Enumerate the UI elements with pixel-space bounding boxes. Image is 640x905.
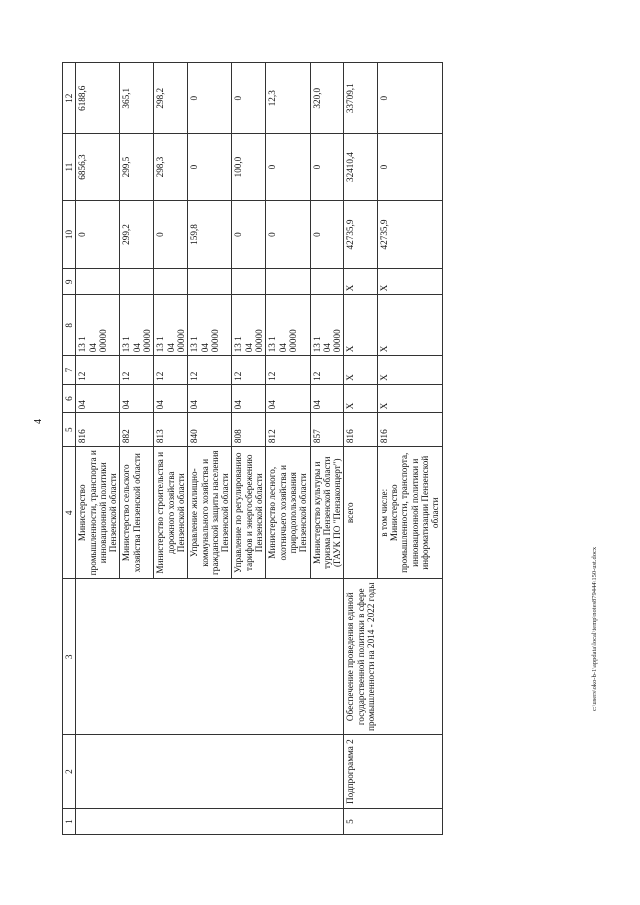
table-row [188, 63, 232, 835]
value-2021-cell: 299,5 [120, 134, 154, 200]
incl-label: в том числе: [378, 488, 389, 537]
num-cell [310, 809, 344, 835]
kind-cell [377, 735, 442, 809]
header-cell: 11 [63, 134, 76, 200]
num-cell [188, 809, 232, 835]
kind-cell [232, 735, 266, 809]
header-cell: 6 [63, 384, 76, 413]
executor-name-cell: Министерство культуры и туризма Пензенской области (ГАУК ПО "Пензаконцерт") [310, 447, 344, 579]
num-cell [120, 809, 154, 835]
table-row [232, 63, 266, 835]
vr-cell [232, 269, 266, 295]
budget-table [62, 62, 443, 835]
value-2021-cell: 6856,3 [76, 134, 120, 200]
vr-cell: Х [377, 269, 442, 295]
rz-cell: 04 [232, 384, 266, 413]
title-cell [188, 579, 232, 735]
header-cell: 4 [63, 447, 76, 579]
header-row [63, 63, 76, 835]
value-2022-cell: 320,0 [310, 63, 344, 134]
header-cell: 8 [63, 295, 76, 356]
title-cell [232, 579, 266, 735]
value-2022-cell: 0 [188, 63, 232, 134]
csr-code-part: 00000 [254, 329, 265, 353]
kind-cell [310, 735, 344, 809]
value-2022-cell: 12,3 [266, 63, 310, 134]
pr-cell: 12 [310, 356, 344, 385]
pr-cell: 12 [154, 356, 188, 385]
csr-code-cell [232, 295, 266, 356]
csr-code-part: 04 [321, 343, 332, 353]
value-2020-cell: 0 [232, 200, 266, 269]
executor-name-cell [377, 447, 442, 579]
table-row [310, 63, 344, 835]
pr-cell: 12 [76, 356, 120, 385]
vr-cell [76, 269, 120, 295]
executor-name-cell: Управление жилищно-коммунального хозяйства и гражданской защиты населения Пензенской области [188, 447, 232, 579]
csr-code-part: 04 [87, 343, 98, 353]
csr-code-part: 13 1 [155, 336, 166, 353]
executor-name-cell: Министерство лесного, охотничьего хозяйства и природопользования Пензенской области [266, 447, 310, 579]
pr-cell: 12 [188, 356, 232, 385]
value-2020-cell: 42735,9 [377, 200, 442, 269]
csr-code-part: 13 1 [189, 336, 200, 353]
csr-code-cell: Х [344, 295, 377, 356]
kind-cell [76, 735, 120, 809]
rz-cell: 04 [76, 384, 120, 413]
page-number: 4 [33, 419, 44, 424]
rotated-page-content [62, 62, 600, 835]
file-path-footer: c:\users\oko-b-1\appdata\local\temp\notes879444\150-ust.docx [591, 546, 598, 711]
csr-code-part: 00000 [142, 329, 153, 353]
header-cell: 7 [63, 356, 76, 385]
csr-code-part: 00000 [287, 329, 298, 353]
header-cell: 3 [63, 579, 76, 735]
value-2020-cell: 0 [154, 200, 188, 269]
num-cell [154, 809, 188, 835]
subprogram-num-cell: 5 [344, 809, 377, 835]
value-2022-cell: 298,2 [154, 63, 188, 134]
csr-code-part: 00000 [209, 329, 220, 353]
value-2022-cell: 0 [377, 63, 442, 134]
value-2020-cell: 0 [266, 200, 310, 269]
csr-code-part: 13 1 [121, 336, 132, 353]
table-row [154, 63, 188, 835]
rz-cell: 04 [120, 384, 154, 413]
csr-code-part: 04 [165, 343, 176, 353]
value-2021-cell: 0 [266, 134, 310, 200]
num-cell [76, 809, 120, 835]
table-row [76, 63, 120, 835]
value-2021-cell: 0 [188, 134, 232, 200]
pr-cell: 12 [232, 356, 266, 385]
total-label-cell: всего [344, 447, 377, 579]
value-2021-cell: 100,0 [232, 134, 266, 200]
value-2021-cell: 0 [377, 134, 442, 200]
value-2020-cell: 42735,9 [344, 200, 377, 269]
csr-code-part: 13 1 [267, 336, 278, 353]
pr-cell: Х [377, 356, 442, 385]
csr-code-part: 04 [131, 343, 142, 353]
vr-cell [310, 269, 344, 295]
vr-cell [266, 269, 310, 295]
executor-name-cell: Министерство промышленности, транспорта и инновационной политики Пензенской области [76, 447, 120, 579]
grbs-cell: 882 [120, 413, 154, 447]
kind-cell [266, 735, 310, 809]
csr-code-part: 04 [199, 343, 210, 353]
subprogram-incl-row [377, 63, 442, 835]
csr-code-part: 04 [277, 343, 288, 353]
value-2022-cell: 365,1 [120, 63, 154, 134]
csr-code-part: 13 1 [77, 336, 88, 353]
kind-cell [188, 735, 232, 809]
kind-cell [120, 735, 154, 809]
title-cell [76, 579, 120, 735]
grbs-cell: 812 [266, 413, 310, 447]
header-cell: 1 [63, 809, 76, 835]
num-cell [232, 809, 266, 835]
subprogram-kind-cell: Подпрограмма 2 [344, 735, 377, 809]
header-cell: 9 [63, 269, 76, 295]
value-2022-cell: 33709,1 [344, 63, 377, 134]
rz-cell: 04 [188, 384, 232, 413]
value-2020-cell: 0 [76, 200, 120, 269]
title-cell [310, 579, 344, 735]
subprogram-title-cell: Обеспечение проведения единой государственной политики в сфере промышленности на 2014 - 2022 годы [344, 579, 377, 735]
grbs-cell: 857 [310, 413, 344, 447]
vr-cell [154, 269, 188, 295]
value-2021-cell: 32410,4 [344, 134, 377, 200]
title-cell [377, 579, 442, 735]
csr-code-part: 13 1 [311, 336, 322, 353]
title-cell [120, 579, 154, 735]
header-cell: 12 [63, 63, 76, 134]
table-row [120, 63, 154, 835]
csr-code-cell [120, 295, 154, 356]
subprogram-total-row [344, 63, 377, 835]
csr-code-cell [310, 295, 344, 356]
value-2022-cell: 0 [232, 63, 266, 134]
csr-code-cell [188, 295, 232, 356]
value-2022-cell: 6188,6 [76, 63, 120, 134]
pr-cell: Х [344, 356, 377, 385]
rz-cell: 04 [266, 384, 310, 413]
grbs-cell: 816 [344, 413, 377, 447]
vr-cell: Х [344, 269, 377, 295]
value-2021-cell: 298,3 [154, 134, 188, 200]
executor-name-cell: Управление по регулированию тарифов и энергосбережению Пензенской области [232, 447, 266, 579]
rz-cell: 04 [310, 384, 344, 413]
csr-code-part: 00000 [175, 329, 186, 353]
title-cell [154, 579, 188, 735]
value-2021-cell: 0 [310, 134, 344, 200]
pr-cell: 12 [266, 356, 310, 385]
vr-cell [120, 269, 154, 295]
csr-code-cell: Х [377, 295, 442, 356]
value-2020-cell: 159,8 [188, 200, 232, 269]
csr-code-cell [76, 295, 120, 356]
csr-code-part: 04 [243, 343, 254, 353]
grbs-cell: 816 [76, 413, 120, 447]
csr-code-part: 13 1 [233, 336, 244, 353]
value-2020-cell: 0 [310, 200, 344, 269]
title-cell [266, 579, 310, 735]
grbs-cell: 813 [154, 413, 188, 447]
header-cell: 2 [63, 735, 76, 809]
grbs-cell: 808 [232, 413, 266, 447]
rz-cell: Х [377, 384, 442, 413]
pr-cell: 12 [120, 356, 154, 385]
table-row [266, 63, 310, 835]
grbs-cell: 816 [377, 413, 442, 447]
incl-executor-name: Министерство промышленности, транспорта, инновационной политики и информатизации Пензенской области [389, 452, 441, 573]
executor-name-cell: Министерство сельского хозяйства Пензенской области [120, 447, 154, 579]
value-2020-cell: 299,2 [120, 200, 154, 269]
header-cell: 10 [63, 200, 76, 269]
header-cell: 5 [63, 413, 76, 447]
rz-cell: 04 [154, 384, 188, 413]
csr-code-cell [154, 295, 188, 356]
csr-code-part: 00000 [332, 329, 343, 353]
grbs-cell: 840 [188, 413, 232, 447]
rz-cell: Х [344, 384, 377, 413]
num-cell [377, 809, 442, 835]
kind-cell [154, 735, 188, 809]
csr-code-cell [266, 295, 310, 356]
vr-cell [188, 269, 232, 295]
csr-code-part: 00000 [97, 329, 108, 353]
executor-name-cell: Министерство строительства и дорожного хозяйства Пензенской области [154, 447, 188, 579]
num-cell [266, 809, 310, 835]
